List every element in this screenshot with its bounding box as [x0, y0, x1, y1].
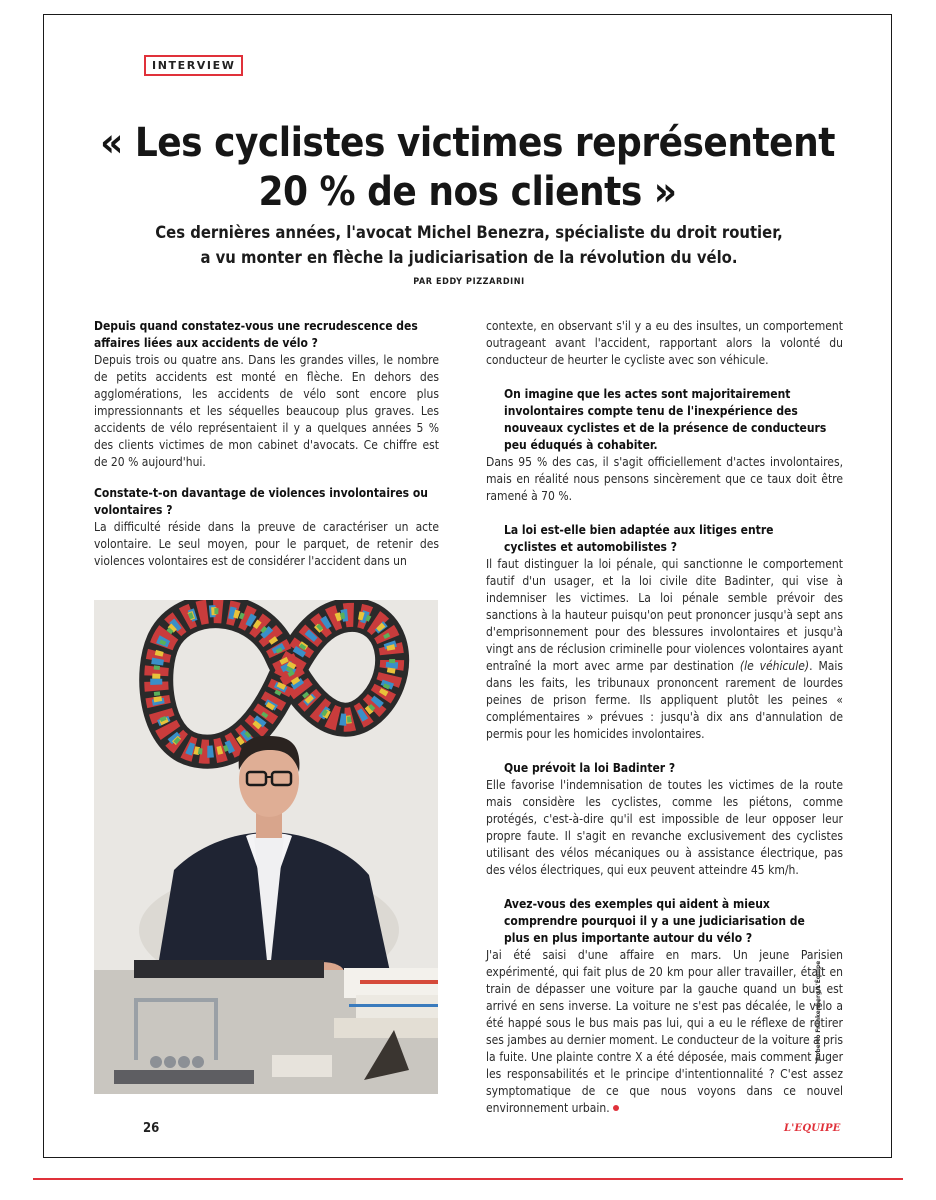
bottom-divider [33, 1178, 903, 1180]
standfirst-line-1: Ces dernières années, l'avocat Michel Benezra, spécialiste du droit routier, [155, 223, 783, 242]
publication-logo: L'EQUIPE [784, 1123, 841, 1134]
right-column [486, 318, 843, 1117]
question-2: Constate-t-on davantage de violences involontaires ou volontaires ? [94, 486, 428, 517]
magazine-page [43, 14, 892, 1158]
left-column [94, 318, 439, 570]
standfirst-line-2: a vu monter en flèche la judiciarisation de la révolution du vélo. PAR EDDY PIZZARDINI [64, 245, 874, 295]
portrait-photo [94, 600, 438, 1094]
question-1: Depuis quand constatez-vous une recrudescence des affaires liées aux accidents de vélo ? [94, 319, 418, 350]
end-mark-icon [613, 1105, 619, 1111]
answer-2: La difficulté réside dans la preuve de caractériser un acte volontaire. Le seul moyen, pour le parquet, de retenir des violences volontaires est de considérer l'accident dans un [94, 520, 439, 568]
desk [94, 960, 438, 1094]
headline-line-1: « Les cyclistes victimes représentent [100, 120, 835, 166]
answer-4: Il faut distinguer la loi pénale, qui sanctionne le comportement fautif d'un usager, et la loi civile dite Badinter, qui vise à indemniser les victimes. La loi pénale semble prévoir des sanctions à la hauteur puisqu'on peut prononcer jusqu'à sept ans d'emprisonnement pour des blessures involontaires et jusqu'à vingt ans de réclusion criminelle pour violences volontaires ayant entraîné la mort avec arme par destination (le véhicule). Mais dans les faits, les tribunaux prononcent rarement de lourdes peines de prison ferme. Ils appliquent plutôt les peines « complémentaires » prévues : jusqu'à dix ans d'annulation de permis pour les homicides involontaires. [486, 557, 843, 741]
answer-6: J'ai été saisi d'une affaire en mars. Un jeune Parisien expérimenté, qui fait plus de 20 km pour aller travailler, était en train de dépasser une voiture par la gauche quand un bus est arrivé en sens inverse. La voiture ne s'est pas décalée, le vélo a été happé sous le bus mais pas lui, qui a eu le réflexe de retirer ses jambes au dernier moment. Le conducteur de la voiture a pris la fuite. Une plainte contre X a été déposée, mais comment juger les responsabilités et le principe d'intentionnalité ? C'est assez symptomatique de ce que nous voyons dans ce nouvel environnement urbain. [486, 948, 843, 1115]
section-tag: INTERVIEW [144, 55, 243, 76]
headline-line-2: 20 % de nos clients » [258, 169, 677, 215]
byline: PAR EDDY PIZZARDINI [413, 277, 525, 287]
standfirst [64, 220, 874, 295]
answer-3: Dans 95 % des cas, il s'agit officiellement d'actes involontaires, mais en réalité nous pensons sincèrement que ce taux doit être ramené à 70 %. [486, 455, 843, 503]
question-3: On imagine que les actes sont majoritairement involontaires compte tenu de l'inexpérience des nouveaux cyclistes et de la présence de conducteurs peu éduqués à cohabiter. [504, 387, 827, 452]
question-5: Que prévoit la loi Badinter ? [504, 761, 676, 775]
headline [44, 119, 891, 217]
photo-credit: Roberto Frankenberg/L'Équipe [814, 960, 822, 1061]
question-6: Avez-vous des exemples qui aident à mieux comprendre pourquoi il y a une judiciarisation de plus en plus importante autour du vélo ? [504, 897, 805, 945]
continued-answer: contexte, en observant s'il y a eu des insultes, un comportement outrageant avant l'accident, rapportant alors la volonté du conducteur de heurter le cycliste avec son véhicule. [486, 319, 843, 367]
page-number: 26 [143, 1121, 160, 1136]
answer-5: Elle favorise l'indemnisation de toutes les victimes de la route mais considère les cyclistes, comme les piétons, comme protégés, c'est-à-dire qu'il est impossible de leur opposer leur propre faute. Il s'agit en revanche exclusivement des cyclistes utilisant des vélos mécaniques ou à assistance électrique, pas des vélos électriques, qui eux peuvent atteindre 45 km/h. [486, 778, 843, 877]
answer-1: Depuis trois ou quatre ans. Dans les grandes villes, le nombre de petits accidents est monté en flèche. En dehors des agglomérations, les accidents de vélo sont encore plus impressionnants et les séquelles beaucoup plus graves. Les accidents de vélo représentaient il y a quelques années 5 % des clients victimes de mon cabinet d'avocats. Ce chiffre est de 20 % aujourd'hui. [94, 353, 439, 469]
question-4: La loi est-elle bien adaptée aux litiges entre cyclistes et automobilistes ? [504, 523, 774, 554]
